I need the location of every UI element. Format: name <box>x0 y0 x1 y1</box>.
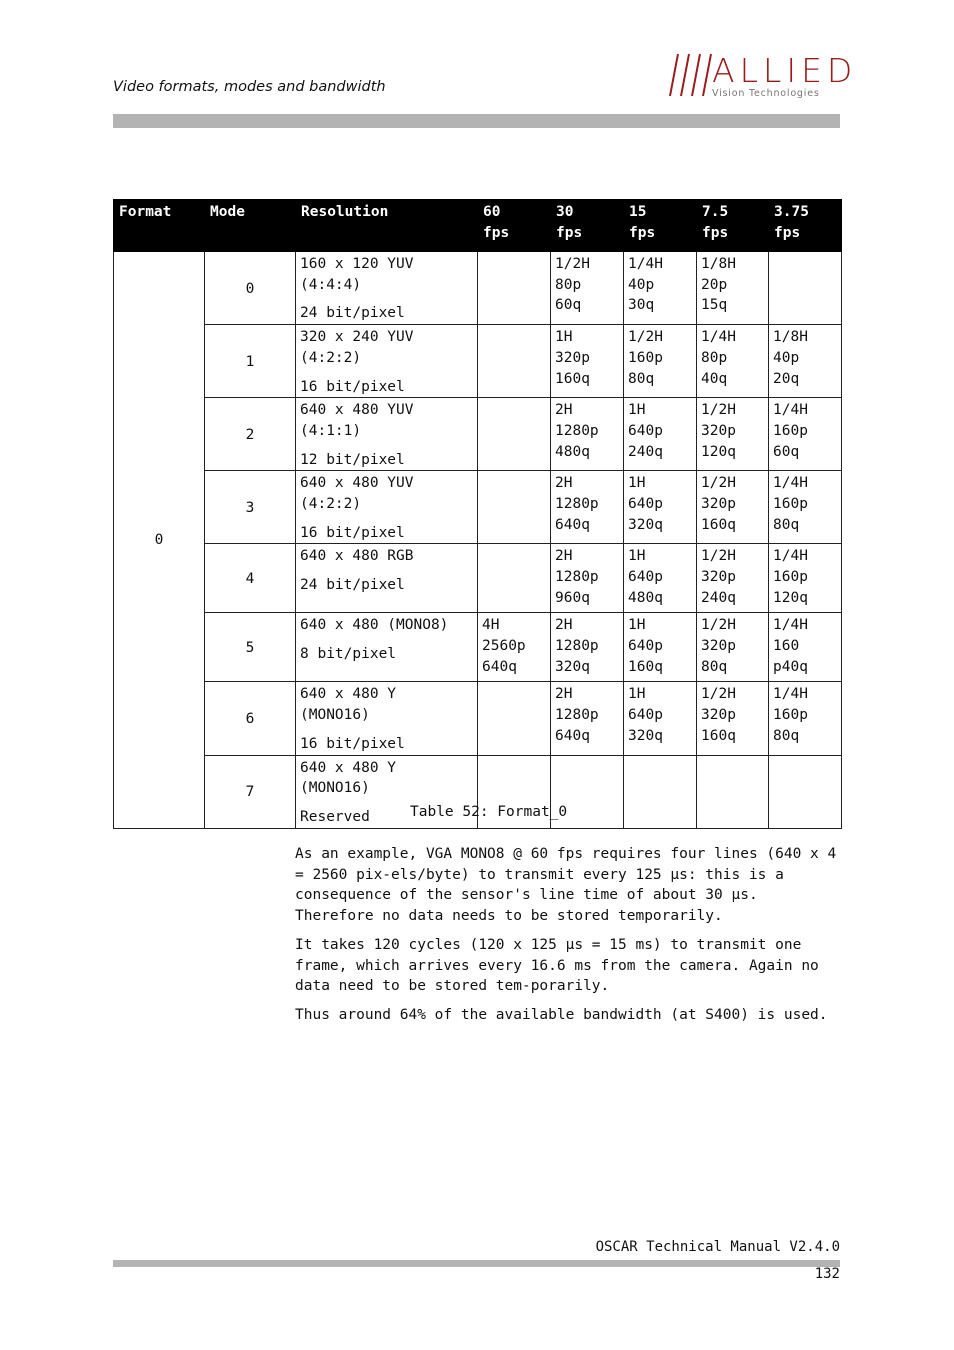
format-cell: 0 <box>114 252 205 829</box>
mode-cell: 3 <box>205 471 296 544</box>
paragraph: Thus around 64% of the available bandwidth (at S400) is used. <box>295 1006 828 1023</box>
col-header-30fps: 30 fps <box>551 200 624 252</box>
table-row <box>114 544 842 613</box>
cell-15fps: 1H 640p 480q <box>624 544 697 613</box>
cell-15fps <box>624 755 697 828</box>
body-text <box>295 844 842 1034</box>
cell-7-5fps: 1/2H 320p 120q <box>697 398 769 471</box>
resolution-cell: 640 x 480 Y (MONO16) Reserved <box>296 755 478 828</box>
cell-30fps: 2H 1280p 640q <box>551 682 624 755</box>
cell-15fps: 1H 640p 320q <box>624 682 697 755</box>
mode-cell: 0 <box>205 252 296 325</box>
cell-7-5fps: 1/2H 320p 160q <box>697 682 769 755</box>
cell-3-75fps: 1/4H 160p 60q <box>769 398 842 471</box>
cell-7-5fps <box>697 755 769 828</box>
col-header-60fps: 60 fps <box>478 200 551 252</box>
col-header-mode: Mode <box>205 200 296 252</box>
table-caption: Table 52: Format_0 <box>410 804 568 820</box>
cell-7-5fps: 1/8H 20p 15q <box>697 252 769 325</box>
cell-3-75fps: 1/4H 160p 80q <box>769 682 842 755</box>
mode-cell: 4 <box>205 544 296 613</box>
resolution-cell: 640 x 480 Y (MONO16) 16 bit/pixel <box>296 682 478 755</box>
mode-cell: 2 <box>205 398 296 471</box>
resolution-cell: 640 x 480 (MONO8) 8 bit/pixel <box>296 613 478 682</box>
table-row <box>114 682 842 755</box>
table-row <box>114 398 842 471</box>
col-header-7-5fps: 7.5 fps <box>697 200 769 252</box>
logo-slashes-icon <box>668 52 712 98</box>
logo-tagline: Vision Technologies <box>712 88 820 99</box>
paragraph: It takes 120 cycles (120 x 125 µs = 15 ms) to transmit one frame, which arrives every 16.6 ms from the camera. Again no data need to be stored tem-porarily. <box>295 936 819 995</box>
cell-30fps: 2H 1280p 480q <box>551 398 624 471</box>
cell-15fps: 1H 640p 240q <box>624 398 697 471</box>
cell-30fps: 2H 1280p 640q <box>551 471 624 544</box>
logo-wordmark: ALLIED <box>712 51 858 90</box>
table-row <box>114 325 842 398</box>
company-logo <box>668 51 858 102</box>
running-header: Video formats, modes and bandwidth <box>113 79 386 95</box>
cell-7-5fps: 1/2H 320p 240q <box>697 544 769 613</box>
header-rule <box>113 114 840 128</box>
table-row <box>114 613 842 682</box>
resolution-cell: 640 x 480 YUV (4:1:1) 12 bit/pixel <box>296 398 478 471</box>
cell-30fps: 1/2H 80p 60q <box>551 252 624 325</box>
cell-3-75fps: 1/4H 160 p40q <box>769 613 842 682</box>
cell-60fps: 4H 2560p 640q <box>478 613 551 682</box>
page-number: 132 <box>814 1266 840 1282</box>
col-header-resolution: Resolution <box>296 200 478 252</box>
table-row <box>114 471 842 544</box>
cell-60fps <box>478 471 551 544</box>
table-header-row <box>114 200 842 252</box>
cell-3-75fps <box>769 252 842 325</box>
cell-3-75fps: 1/8H 40p 20q <box>769 325 842 398</box>
resolution-cell: 640 x 480 RGB 24 bit/pixel <box>296 544 478 613</box>
format-table <box>113 199 842 829</box>
paragraph: As an example, VGA MONO8 @ 60 fps requires four lines (640 x 4 = 2560 pix-els/byte) to transmit every 125 µs: this is a consequence of the sensor's line time of about 30 µs. Therefore no data needs to be stored temporarily. <box>295 846 837 925</box>
cell-60fps <box>478 682 551 755</box>
mode-cell: 7 <box>205 755 296 828</box>
cell-15fps: 1H 640p 320q <box>624 471 697 544</box>
mode-cell: 5 <box>205 613 296 682</box>
cell-60fps <box>478 325 551 398</box>
resolution-cell: 320 x 240 YUV (4:2:2) 16 bit/pixel <box>296 325 478 398</box>
cell-3-75fps: 1/4H 160p 80q <box>769 471 842 544</box>
cell-7-5fps: 1/2H 320p 80q <box>697 613 769 682</box>
footer-rule <box>113 1260 840 1267</box>
mode-cell: 6 <box>205 682 296 755</box>
resolution-cell: 640 x 480 YUV (4:2:2) 16 bit/pixel <box>296 471 478 544</box>
cell-7-5fps: 1/4H 80p 40q <box>697 325 769 398</box>
cell-3-75fps <box>769 755 842 828</box>
cell-15fps: 1/2H 160p 80q <box>624 325 697 398</box>
cell-15fps: 1/4H 40p 30q <box>624 252 697 325</box>
cell-30fps: 1H 320p 160q <box>551 325 624 398</box>
cell-30fps: 2H 1280p 320q <box>551 613 624 682</box>
col-header-15fps: 15 fps <box>624 200 697 252</box>
cell-60fps <box>478 544 551 613</box>
cell-7-5fps: 1/2H 320p 160q <box>697 471 769 544</box>
resolution-cell: 160 x 120 YUV (4:4:4) 24 bit/pixel <box>296 252 478 325</box>
cell-15fps: 1H 640p 160q <box>624 613 697 682</box>
cell-60fps <box>478 252 551 325</box>
table-row <box>114 252 842 325</box>
cell-60fps <box>478 398 551 471</box>
mode-cell: 1 <box>205 325 296 398</box>
col-header-3-75fps: 3.75 fps <box>769 200 842 252</box>
cell-3-75fps: 1/4H 160p 120q <box>769 544 842 613</box>
cell-30fps: 2H 1280p 960q <box>551 544 624 613</box>
col-header-format: Format <box>114 200 205 252</box>
footer-manual-title: OSCAR Technical Manual V2.4.0 <box>595 1239 840 1255</box>
